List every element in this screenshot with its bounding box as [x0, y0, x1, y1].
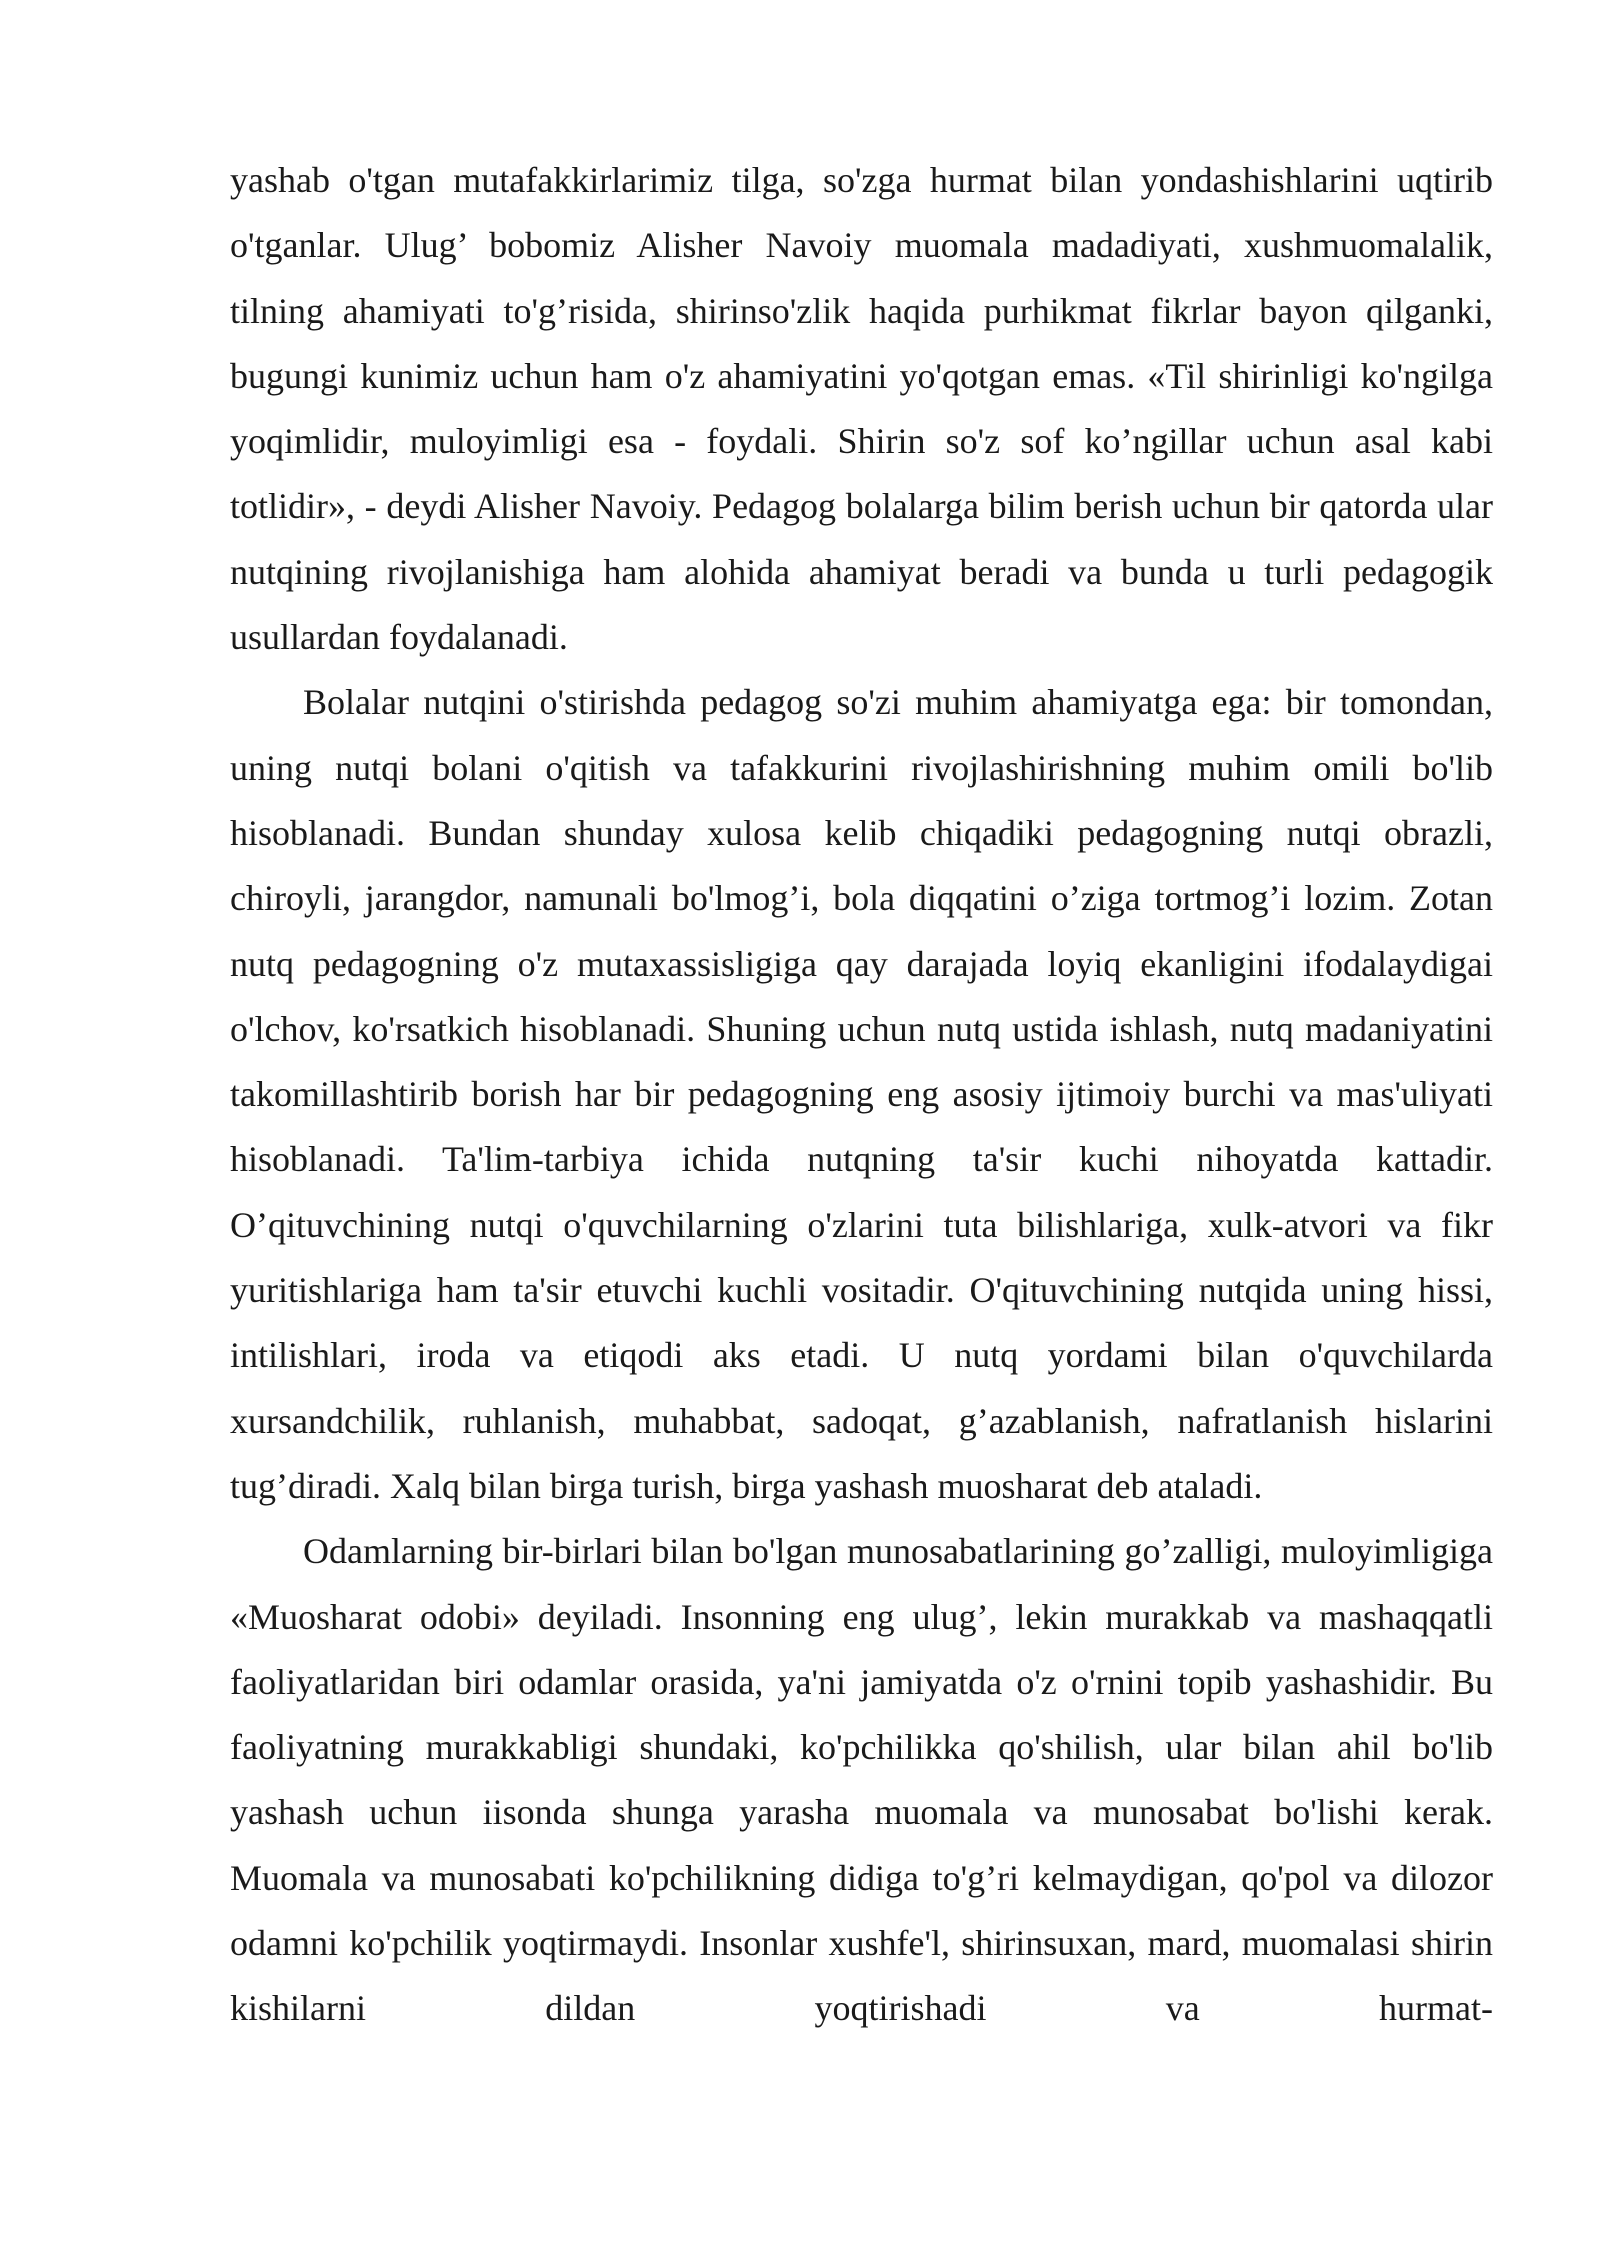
paragraph-3: Odamlarning bir-birlari bilan bo'lgan munosabatlarining go’zalligi, muloyimligiga «Muosharat odobi» deyiladi. Insonning eng ulug’, lekin murakkab va mashaqqatli faoliyatlaridan biri odamlar orasida, ya'ni jamiyatda o'z o'rnini topib yashashidir. Bu faoliyatning murakkabligi shundaki, ko'pchilikka qo'shilish, ular bilan ahil bo'lib yashash uchun iisonda shunga yarasha muomala va munosabat bo'lishi kerak. Muomala va munosabati ko'pchilikning didiga to'g’ri kelmaydigan, qo'pol va dilozor odamni ko'pchilik yoqtirmaydi. Insonlar xushfe'l, shirinsuxan, mard, muomalasi shirin kishilarni dildan yoqtirishadi va hurmat- — [230, 1531, 1493, 2029]
document-page — [230, 148, 1493, 2042]
paragraph-2: Bolalar nutqini o'stirishda pedagog so'zi muhim ahamiyatga ega: bir tomondan, uning nutqi bolani o'qitish va tafakkurini rivojlashirishning muhim omili bo'lib hisoblanadi. Bundan shunday xulosa kelib chiqadiki pedagogning nutqi obrazli, chiroyli, jarangdor, namunali bo'lmog’i, bola diqqatini o’ziga tortmog’i lozim. Zotan nutq pedagogning o'z mutaxassisligiga qay darajada loyiq ekanligini ifodalaydigai o'lchov, ko'rsatkich hisoblanadi. Shuning uchun nutq ustida ishlash, nutq madaniyatini takomillashtirib borish har bir pedagogning eng asosiy ijtimoiy burchi va mas'uliyati hisoblanadi. Ta'lim-tarbiya ichida nutqning ta'sir kuchi nihoyatda kattadir. O’qituvchining nutqi o'quvchilarning o'zlarini tuta bilishlariga, xulk-atvori va fikr yuritishlariga ham ta'sir etuvchi kuchli vositadir. O'qituvchining nutqida uning hissi, intilishlari, iroda va etiqodi aks etadi. U nutq yordami bilan o'quvchilarda xursandchilik, ruhlanish, muhabbat, sadoqat, g’azablanish, nafratlanish hislarini tug’diradi. Xalq bilan birga turish, birga yashash muosharat deb ataladi. — [230, 682, 1493, 1506]
paragraph-1: yashab o'tgan mutafakkirlarimiz tilga, so'zga hurmat bilan yondashishlarini uqtirib o'tganlar. Ulug’ bobomiz Alisher Navoiy muomala madadiyati, xushmuomalalik, tilning ahamiyati to'g’risida, shirinso'zlik haqida purhikmat fikrlar bayon qilganki, bugungi kunimiz uchun ham o'z ahamiyatini yo'qotgan emas. «Til shirinligi ko'ngilga yoqimlidir, muloyimligi esa - foydali. Shirin so'z sof ko’ngillar uchun asal kabi totlidir», - deydi Alisher Navoiy. Pedagog bolalarga bilim berish uchun bir qatorda ular nutqining rivojlanishiga ham alohida ahamiyat beradi va bunda u turli pedagogik usullardan foydalanadi. — [230, 160, 1493, 658]
